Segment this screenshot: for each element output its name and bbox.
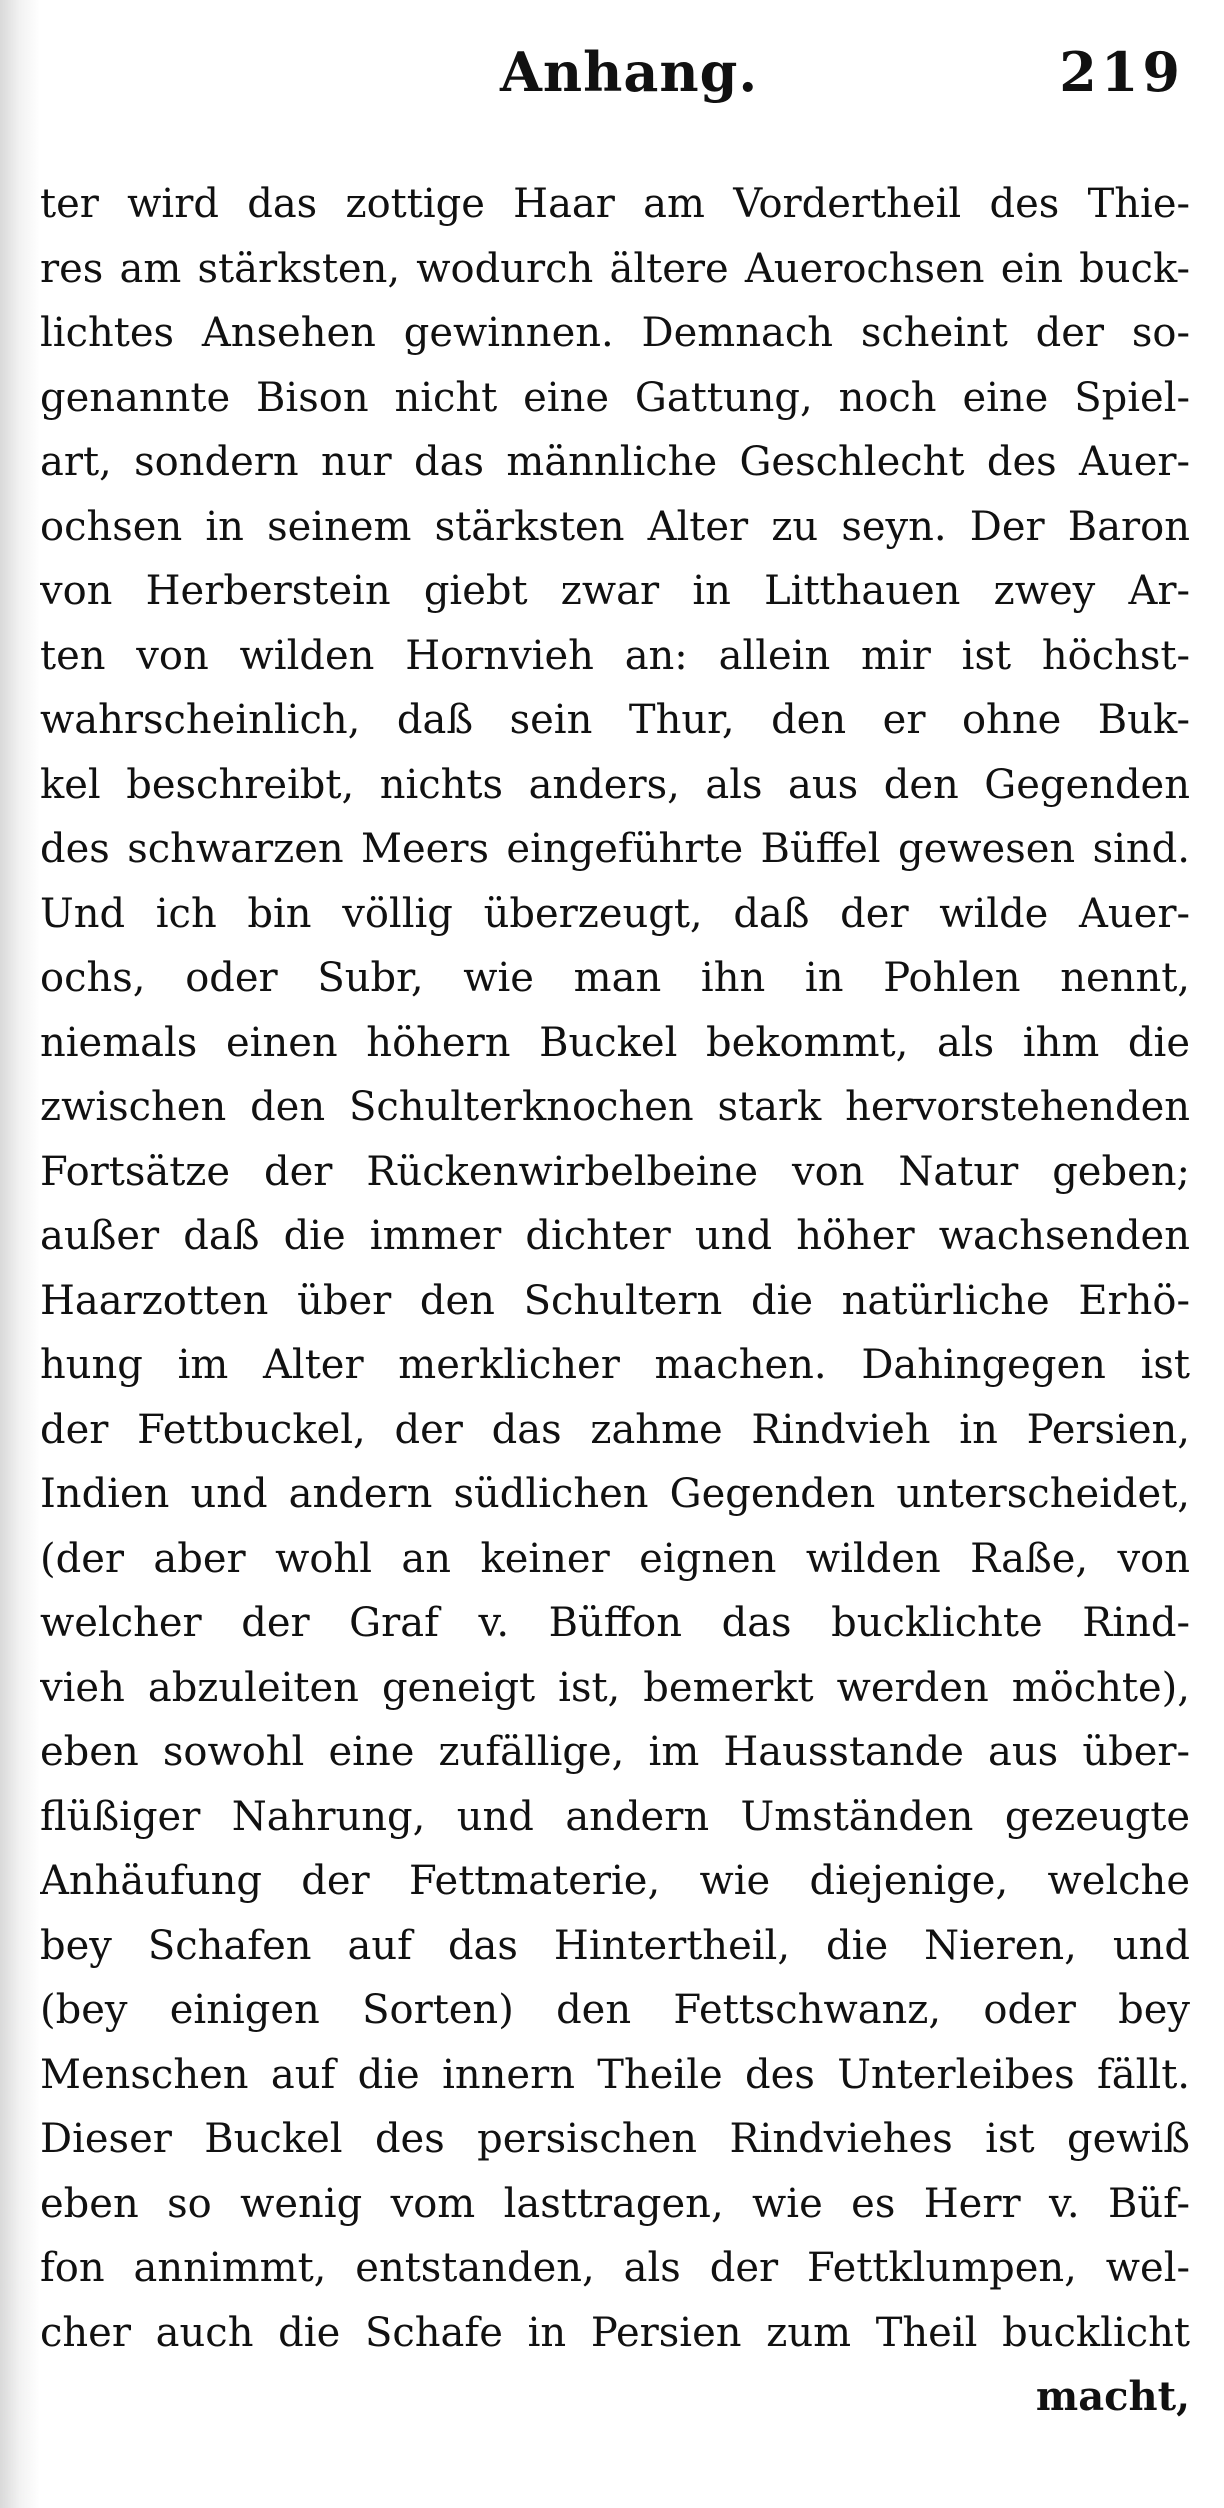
text-line: ten von wilden Hornvieh an: allein mir ist höchst- <box>40 632 1190 679</box>
catchword: macht, <box>1035 2373 1190 2420</box>
text-line: genannte Bison nicht eine Gattung, noch eine Spiel- <box>40 374 1190 421</box>
text-line: der Fettbuckel, der das zahme Rindvieh in Persien, <box>40 1406 1190 1453</box>
text-line: wahrscheinlich, daß sein Thur, den er ohne Buk- <box>40 697 1190 743</box>
text-line: zwischen den Schulterknochen stark hervorstehenden <box>40 1084 1190 1130</box>
text-line: (bey einigen Sorten) den Fettschwanz, oder bey <box>40 1987 1190 2033</box>
text-line: kel beschreibt, nichts anders, als aus den Gegenden <box>40 761 1190 808</box>
text-line: vieh abzuleiten geneigt ist, bemerkt werden möchte), <box>40 1664 1190 1711</box>
text-line: ochs, oder Subr, wie man ihn in Pohlen nennt, <box>40 955 1190 1001</box>
text-line: niemals einen höhern Buckel bekommt, als ihm die <box>40 1019 1190 1066</box>
running-head: Anhang. <box>500 40 759 104</box>
text-line: Und ich bin völlig überzeugt, daß der wilde Auer- <box>40 890 1190 937</box>
text-line: bey Schafen auf das Hintertheil, die Nieren, und <box>40 1922 1190 1969</box>
text-line: von Herberstein giebt zwar in Litthauen zwey Ar- <box>40 568 1190 614</box>
text-line: art, sondern nur das männliche Geschlecht des Auer- <box>40 439 1190 485</box>
text-line: Dieser Buckel des persischen Rindviehes ist gewiß <box>40 2116 1190 2162</box>
text-line: res am stärksten, wodurch ältere Auerochsen ein buck- <box>40 245 1190 292</box>
text-line: cher auch die Schafe in Persien zum Theil bucklicht <box>40 2309 1190 2356</box>
text-line: Haarzotten über den Schultern die natürliche Erhö- <box>40 1277 1190 1324</box>
body-text <box>40 172 1190 2430</box>
text-line: außer daß die immer dichter und höher wachsenden <box>40 1213 1190 1259</box>
page-header <box>0 40 1224 120</box>
text-line: ochsen in seinem stärksten Alter zu seyn. Der Baron <box>40 503 1190 550</box>
text-line: Fortsätze der Rückenwirbelbeine von Natur geben; <box>40 1148 1190 1195</box>
text-line: eben so wenig vom lasttragen, wie es Herr v. Büf- <box>40 2180 1190 2227</box>
text-line: Indien und andern südlichen Gegenden unterscheidet, <box>40 1471 1190 1517</box>
text-line: lichtes Ansehen gewinnen. Demnach scheint der so- <box>40 310 1190 356</box>
page-number: 219 <box>1059 40 1184 104</box>
text-line: welcher der Graf v. Büffon das bucklichte Rind- <box>40 1600 1190 1646</box>
text-line: Menschen auf die innern Theile des Unterleibes fällt. <box>40 2051 1190 2098</box>
text-line: eben sowohl eine zufällige, im Hausstande aus über- <box>40 1729 1190 1775</box>
text-line: hung im Alter merklicher machen. Dahingegen ist <box>40 1342 1190 1388</box>
text-line: fon annimmt, entstanden, als der Fettklumpen, wel- <box>40 2245 1190 2291</box>
text-line: ter wird das zottige Haar am Vordertheil des Thie- <box>40 181 1190 227</box>
text-line: des schwarzen Meers eingeführte Büffel gewesen sind. <box>40 826 1190 872</box>
text-line: Anhäufung der Fettmaterie, wie diejenige, welche <box>40 1858 1190 1904</box>
text-line: (der aber wohl an keiner eignen wilden Raße, von <box>40 1535 1190 1582</box>
text-line: flüßiger Nahrung, und andern Umständen gezeugte <box>40 1793 1190 1840</box>
